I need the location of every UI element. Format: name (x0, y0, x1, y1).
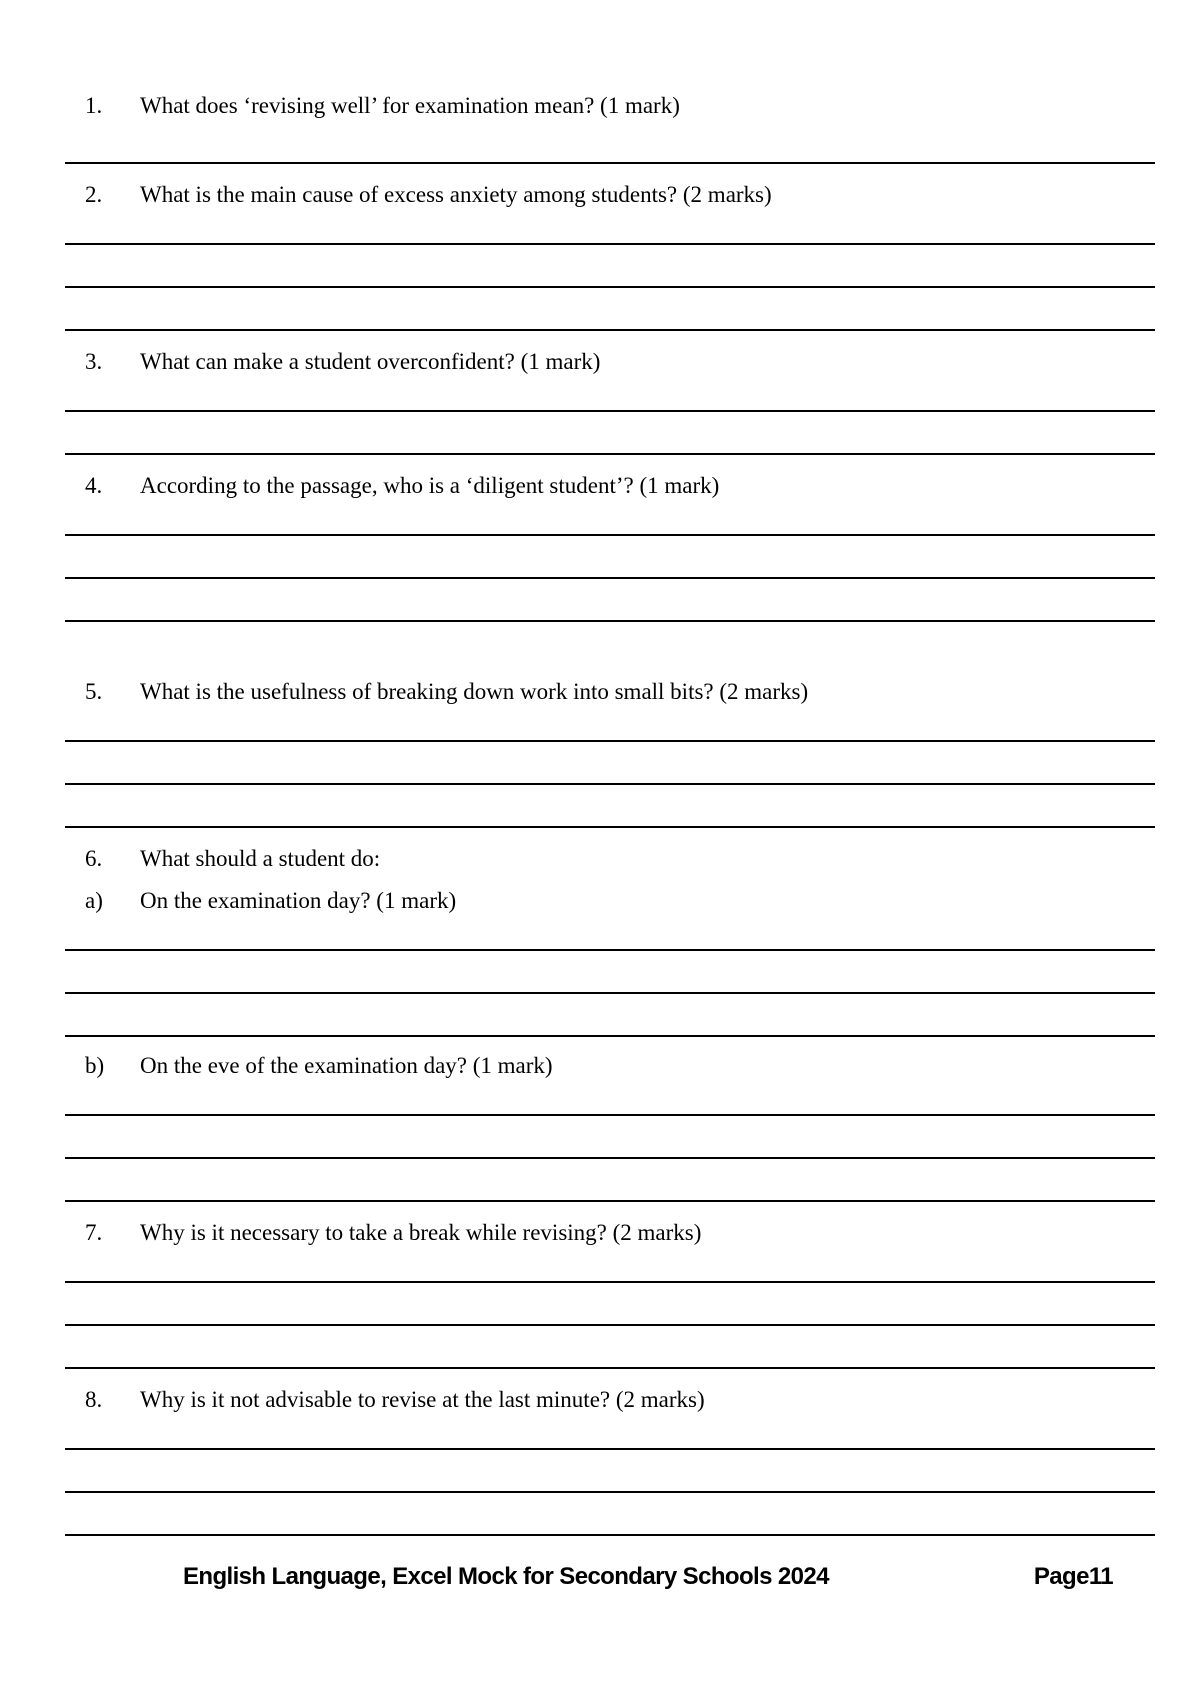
answer-lines-block (65, 908, 1155, 1037)
question-row (65, 347, 1155, 377)
page-footer (65, 1562, 1155, 1592)
question-text: What is the main cause of excess anxiety among students? (2 marks) (140, 182, 772, 207)
question-part-text: On the eve of the examination day? (1 mark) (140, 1053, 553, 1078)
answer-lines-block (65, 1240, 1155, 1369)
question-part-b (65, 1051, 1155, 1202)
answer-line (65, 121, 1155, 164)
question-block-4 (65, 471, 1155, 622)
answer-lines-block (65, 369, 1155, 455)
question-number: 5. (85, 679, 103, 704)
answer-line (65, 1493, 1155, 1536)
answer-line (65, 951, 1155, 994)
question-number: 8. (85, 1387, 103, 1412)
answer-line (65, 1326, 1155, 1369)
question-row (65, 1385, 1155, 1415)
answer-line (65, 536, 1155, 579)
question-part-number: a) (85, 888, 103, 913)
answer-line (65, 412, 1155, 455)
answer-lines-block (65, 699, 1155, 828)
question-number: 7. (85, 1220, 103, 1245)
question-block-1 (65, 91, 1155, 164)
answer-lines-block (65, 1407, 1155, 1536)
question-row (65, 471, 1155, 501)
worksheet-page (65, 0, 1155, 1592)
question-part-number: b) (85, 1053, 105, 1078)
answer-line (65, 1283, 1155, 1326)
answer-line (65, 579, 1155, 622)
question-row (65, 91, 1155, 121)
question-block-8 (65, 1385, 1155, 1536)
answer-line (65, 785, 1155, 828)
question-text: What is the usefulness of breaking down work into small bits? (2 marks) (140, 679, 809, 704)
question-number: 3. (85, 349, 103, 374)
answer-lines-block (65, 121, 1155, 164)
question-text: What should a student do: (140, 846, 381, 871)
question-number: 4. (85, 473, 103, 498)
question-number: 6. (85, 846, 103, 871)
answer-line (65, 245, 1155, 288)
question-block-3 (65, 347, 1155, 455)
question-part-a (65, 886, 1155, 1037)
answer-line (65, 1159, 1155, 1202)
question-text: According to the passage, who is a ‘diligent student’? (1 mark) (140, 473, 720, 498)
question-row (65, 1218, 1155, 1248)
question-block-7 (65, 1218, 1155, 1369)
question-block-2 (65, 180, 1155, 331)
answer-lines-block (65, 1073, 1155, 1202)
question-text: Why is it not advisable to revise at the last minute? (2 marks) (140, 1387, 705, 1412)
page-number: Page11 (1033, 1563, 1113, 1590)
question-row (65, 180, 1155, 210)
answer-lines-block (65, 202, 1155, 331)
footer-title: English Language, Excel Mock for Secondary Schools 2024 (183, 1563, 829, 1590)
answer-lines-block (65, 493, 1155, 622)
answer-line (65, 742, 1155, 785)
answer-line (65, 994, 1155, 1037)
question-row (65, 677, 1155, 707)
question-row (65, 1051, 1155, 1081)
question-number: 2. (85, 182, 103, 207)
question-row (65, 844, 1155, 874)
question-part-text: On the examination day? (1 mark) (140, 888, 457, 913)
question-block-5 (65, 677, 1155, 828)
answer-line (65, 1450, 1155, 1493)
answer-line (65, 288, 1155, 331)
question-number: 1. (85, 93, 103, 118)
question-row (65, 886, 1155, 916)
question-text: What can make a student overconfident? (1 mark) (140, 349, 601, 374)
question-block-6 (65, 844, 1155, 1202)
answer-line (65, 1116, 1155, 1159)
question-text: Why is it necessary to take a break while revising? (2 marks) (140, 1220, 702, 1245)
question-text: What does ‘revising well’ for examination mean? (1 mark) (140, 93, 680, 118)
